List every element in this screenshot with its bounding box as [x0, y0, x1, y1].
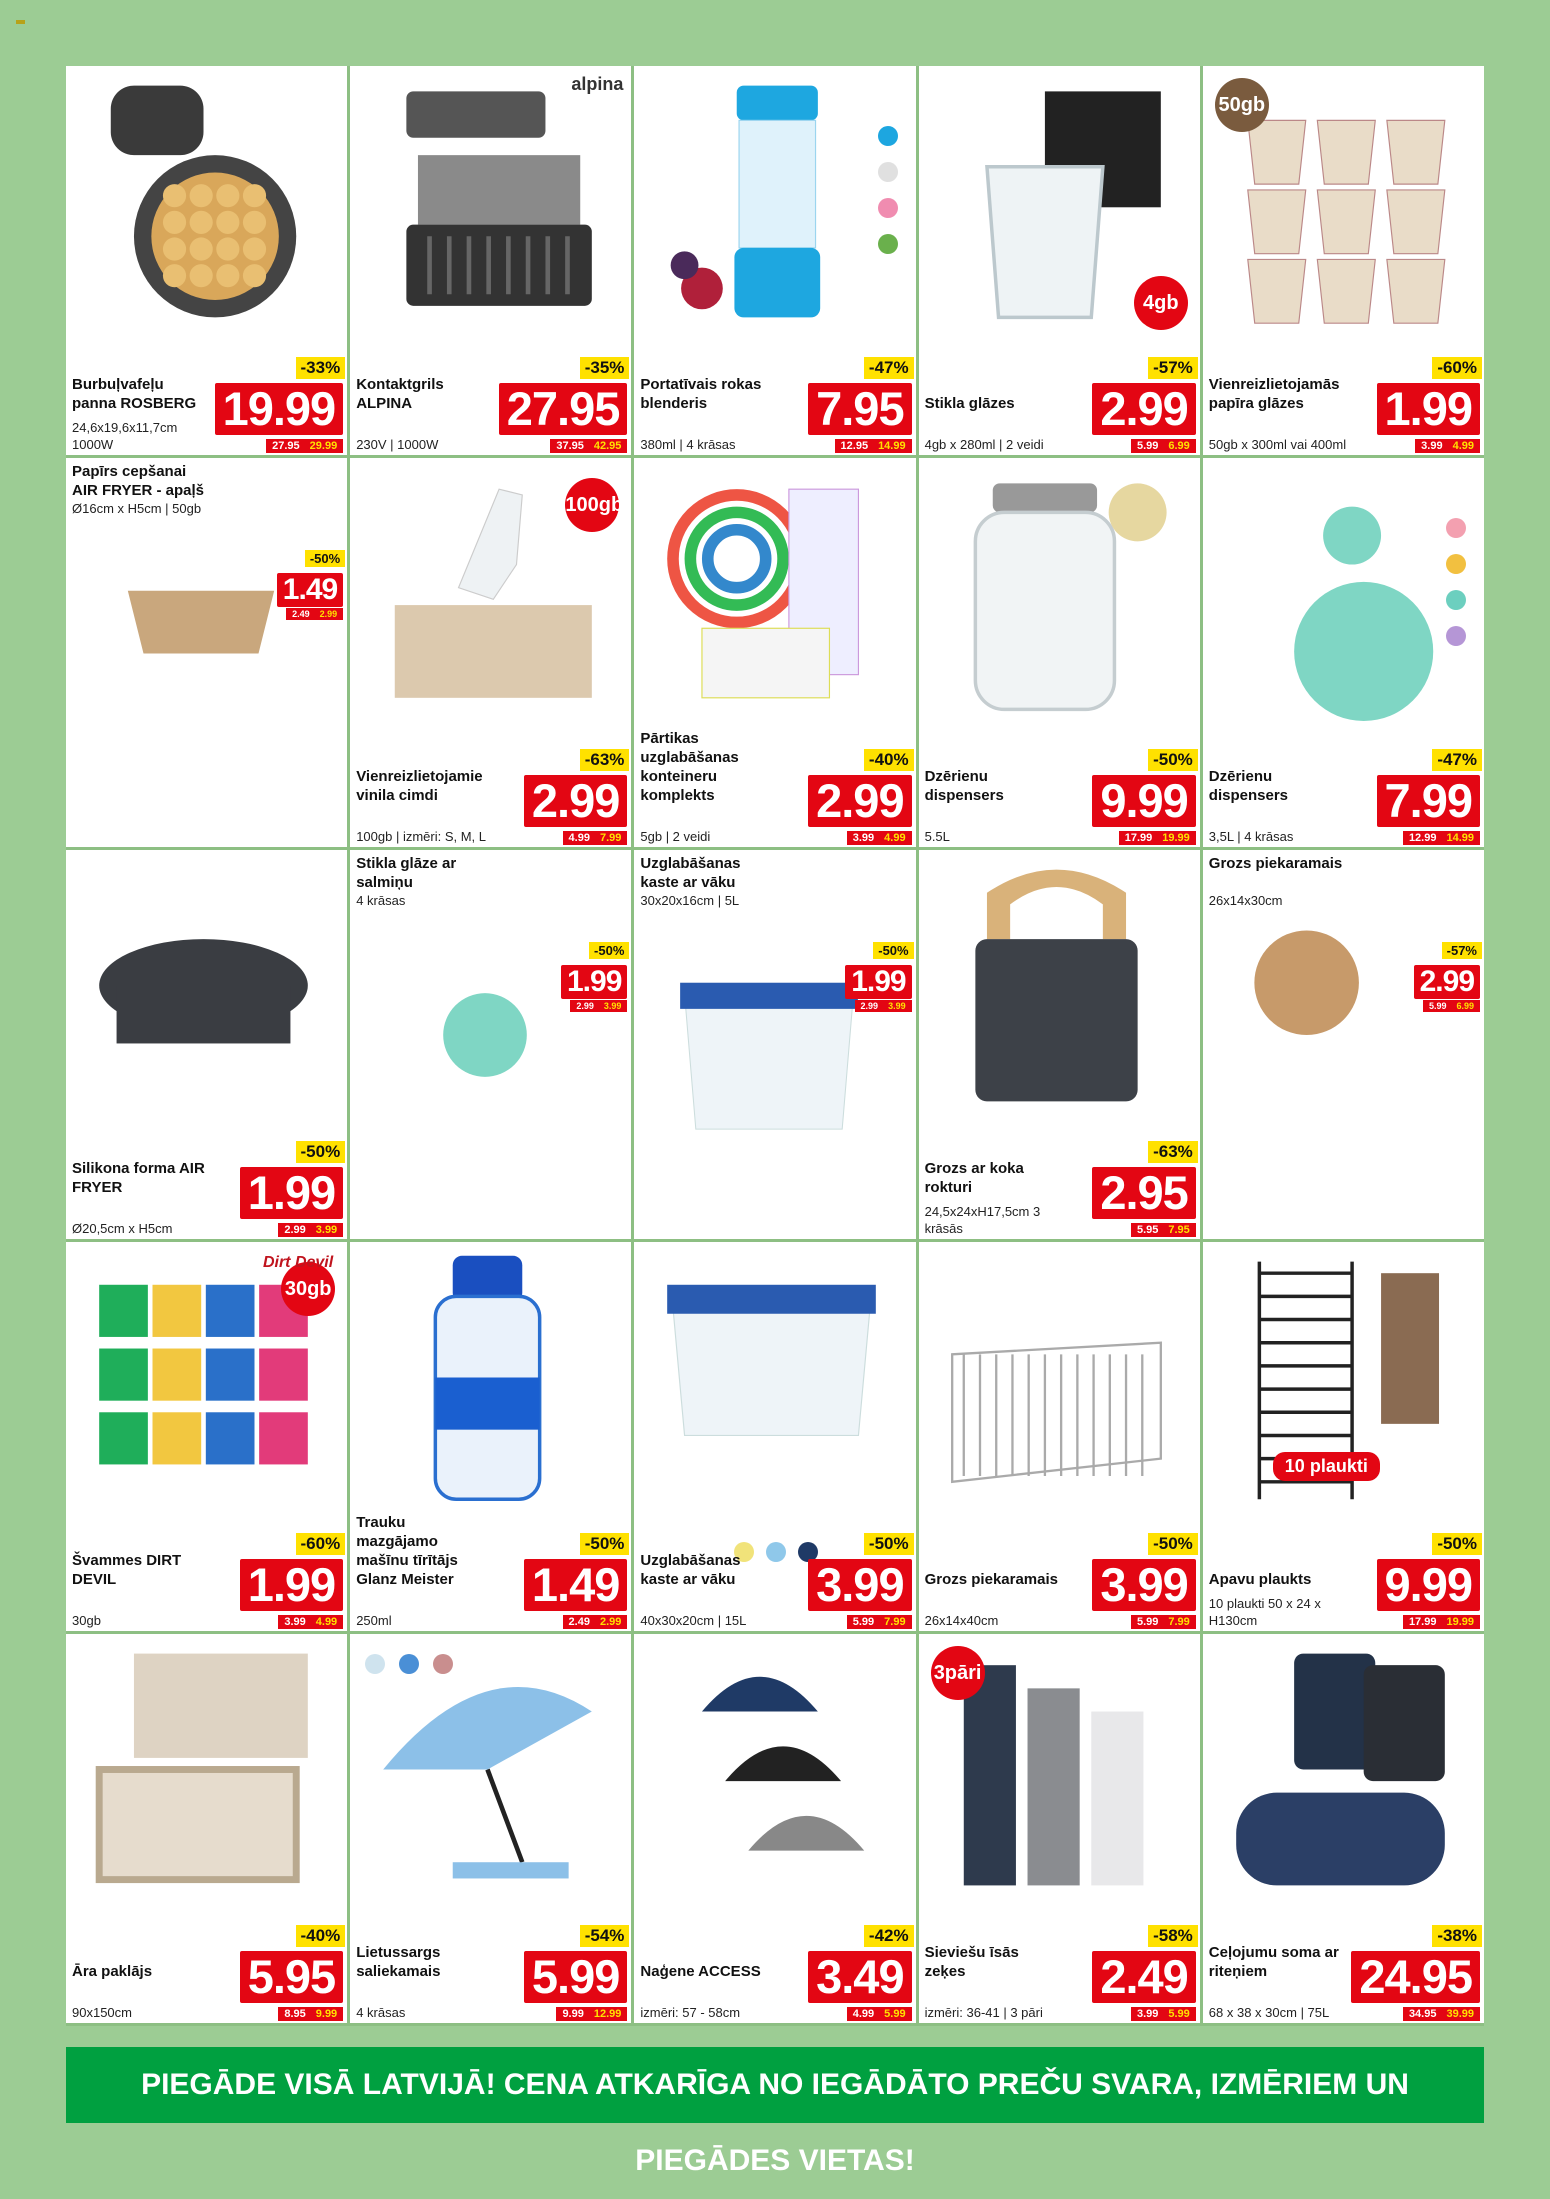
color-option [878, 126, 898, 146]
silicone-mold-icon [76, 858, 331, 1113]
price-tag: 2.99 [1414, 965, 1480, 999]
old-price-2: 19.99 [1446, 1616, 1474, 1628]
product-name: Pārtikas uzglabāšanas konteineru komplekts [640, 730, 739, 804]
product-card[interactable] [919, 850, 1200, 1239]
price-tag: 1.49 [277, 573, 343, 607]
color-option [878, 162, 898, 182]
product-name: Grozs piekaramais [1208, 855, 1343, 872]
old-prices [847, 831, 912, 845]
product-name: Silikona forma AIR FRYER [72, 1160, 205, 1196]
old-price-2: 2.99 [599, 1616, 622, 1628]
price-tag: 27.95 [499, 383, 628, 435]
product-card[interactable] [634, 850, 915, 1239]
dishwasher-cleaner-icon [360, 1250, 615, 1505]
old-prices [1403, 831, 1480, 845]
storage-box-small-icon [654, 920, 884, 1150]
product-details: 24,5x24xH17,5cm 3 krāsās [924, 1204, 1041, 1236]
price-tag: 3.49 [808, 1951, 911, 2003]
old-price-1: 8.95 [284, 2008, 306, 2020]
product-card[interactable] [634, 1242, 915, 1631]
portable-blender-icon [644, 74, 899, 329]
price-tag: 9.99 [1377, 1559, 1480, 1611]
old-prices [570, 1000, 627, 1012]
product-details: 26x14x30cm [1208, 893, 1283, 908]
old-price-2: 12.99 [593, 2008, 622, 2020]
product-name: Trauku mazgājamo mašīnu tīrītājs Glanz Meister [356, 1514, 458, 1588]
product-card[interactable] [634, 458, 915, 847]
discount-badge: -40% [864, 749, 914, 771]
color-option [1446, 626, 1466, 646]
contact-grill-icon [360, 74, 615, 329]
quantity-badge: 4gb [1134, 276, 1188, 330]
drink-dispenser-icon [929, 466, 1184, 721]
product-card[interactable] [1203, 850, 1484, 1239]
product-name: Āra paklājs [72, 1963, 153, 1980]
discount-badge: -54% [580, 1925, 630, 1947]
price-tag: 1.99 [561, 965, 627, 999]
old-price-1: 3.99 [852, 832, 875, 844]
product-card[interactable] [350, 458, 631, 847]
old-prices [556, 2007, 627, 2021]
discount-badge: -50% [305, 550, 345, 567]
price-tag: 5.99 [524, 1951, 627, 2003]
discount-badge: -38% [1432, 1925, 1482, 1947]
product-name: Stikla glāzes [924, 395, 1015, 412]
price-tag: 1.99 [845, 965, 911, 999]
old-prices [278, 1615, 343, 1629]
old-price-1: 34.95 [1408, 2008, 1437, 2020]
price-tag: 7.95 [808, 383, 911, 435]
old-prices [1131, 2007, 1196, 2021]
discount-badge: -40% [296, 1925, 346, 1947]
old-prices [835, 439, 912, 453]
product-details: 90x150cm [72, 2005, 132, 2020]
old-price-1: 4.99 [568, 832, 590, 844]
product-details: 4 krāsas [356, 893, 406, 908]
old-price-2: 7.99 [599, 832, 622, 844]
product-name: Dzērienu dispensers [1208, 768, 1289, 804]
outdoor-rug-icon [76, 1642, 331, 1897]
old-price-2: 19.99 [1162, 832, 1190, 844]
product-details: 40x30x20cm | 15L [640, 1613, 747, 1628]
price-tag: 1.99 [1377, 383, 1480, 435]
old-price-1: 3.99 [284, 1616, 306, 1628]
price-tag: 19.99 [215, 383, 344, 435]
baseball-caps-icon [644, 1642, 899, 1897]
color-option [878, 198, 898, 218]
discount-badge: -58% [1148, 1925, 1198, 1947]
old-prices [278, 2007, 343, 2021]
product-details: 100gb | izmēri: S, M, L [356, 829, 487, 844]
storage-box-icon [644, 1250, 899, 1505]
umbrella-icon [360, 1642, 615, 1897]
discount-badge: -50% [873, 942, 913, 959]
price-tag: 2.95 [1092, 1167, 1195, 1219]
old-prices [278, 1223, 343, 1237]
old-price-2: 4.99 [315, 1616, 338, 1628]
old-prices [286, 608, 343, 620]
product-card[interactable] [350, 850, 631, 1239]
old-price-2: 6.99 [1456, 1001, 1474, 1011]
old-prices [1119, 831, 1196, 845]
old-price-2: 29.99 [309, 440, 338, 452]
product-card[interactable] [350, 66, 631, 455]
old-price-2: 6.99 [1168, 440, 1190, 452]
price-tag: 3.99 [1092, 1559, 1195, 1611]
brand-logo: alpina [571, 74, 624, 94]
old-price-2: 42.95 [593, 440, 622, 452]
old-price-1: 27.95 [272, 440, 300, 452]
product-name: Uzglabāšanas kaste ar vāku [640, 855, 741, 891]
price-tag: 1.99 [240, 1559, 343, 1611]
discount-badge: -63% [580, 749, 630, 771]
product-name: Sieviešu īsās zeķes [924, 1944, 1019, 1980]
product-details: 250ml [356, 1613, 392, 1628]
price-tag: 2.49 [1092, 1951, 1195, 2003]
brand-logo: Dirt Devil [262, 1254, 334, 1271]
old-price-2: 3.99 [603, 1001, 622, 1011]
old-prices [1423, 1000, 1480, 1012]
price-tag: 24.95 [1351, 1951, 1480, 2003]
quantity-badge: 100gb [565, 478, 619, 532]
quantity-badge: 10 plaukti [1273, 1452, 1380, 1481]
product-details: 24,6x19,6x11,7cm 1000W [72, 420, 178, 452]
old-prices [855, 1000, 912, 1012]
waffle-maker-icon [76, 74, 331, 329]
old-price-2: 3.99 [315, 1224, 338, 1236]
product-grid [66, 66, 1484, 2026]
old-price-1: 37.95 [556, 440, 584, 452]
old-price-2: 14.99 [1446, 832, 1474, 844]
quantity-badge: 30gb [281, 1262, 335, 1316]
product-details: Ø16cm x H5cm | 50gb [72, 501, 202, 516]
product-details: 5gb | 2 veidi [640, 829, 711, 844]
old-price-1: 17.99 [1124, 832, 1153, 844]
product-card[interactable] [66, 1242, 347, 1631]
discount-badge: -50% [296, 1141, 346, 1163]
product-details: 4 krāsas [356, 2005, 406, 2020]
old-price-1: 2.99 [284, 1224, 306, 1236]
price-tag: 7.99 [1377, 775, 1480, 827]
product-details: 380ml | 4 krāsas [640, 437, 736, 452]
color-option [1446, 554, 1466, 574]
product-details: izmēri: 36-41 | 3 pāri [924, 2005, 1043, 2020]
product-card[interactable] [350, 1242, 631, 1631]
old-prices [1403, 2007, 1480, 2021]
old-price-1: 12.99 [1408, 832, 1437, 844]
hanging-basket-small-icon [1223, 920, 1453, 1150]
old-prices [266, 439, 343, 453]
old-price-1: 9.99 [562, 2008, 584, 2020]
old-price-2: 3.99 [888, 1001, 906, 1011]
product-card[interactable] [919, 1242, 1200, 1631]
product-card[interactable] [66, 1634, 347, 2023]
product-name: Uzglabāšanas kaste ar vāku [640, 1552, 741, 1588]
product-card[interactable] [1203, 1634, 1484, 2023]
color-option [1446, 590, 1466, 610]
corner-mark [16, 20, 25, 24]
old-price-1: 2.49 [568, 1616, 590, 1628]
old-price-2: 9.99 [315, 2008, 338, 2020]
old-price-2: 7.99 [1168, 1616, 1190, 1628]
baking-paper-icon [86, 528, 316, 758]
product-name: Ceļojumu soma ar riteņiem [1208, 1944, 1339, 1980]
price-tag: 2.99 [1092, 383, 1195, 435]
product-details: izmēri: 57 - 58cm [640, 2005, 741, 2020]
color-option [878, 234, 898, 254]
product-card[interactable] [1203, 1242, 1484, 1631]
food-containers-icon [644, 466, 899, 721]
old-prices [1131, 439, 1196, 453]
product-details: 68 x 38 x 30cm | 75L [1208, 2005, 1330, 2020]
product-details: Ø20,5cm x H5cm [72, 1221, 173, 1236]
price-tag: 3.99 [808, 1559, 911, 1611]
old-price-2: 4.99 [1452, 440, 1474, 452]
product-card[interactable] [634, 66, 915, 455]
product-name: Papīrs cepšanai AIR FRYER - apaļš [72, 463, 204, 499]
product-name: Vienreizlietojamie vinila cimdi [356, 768, 483, 804]
old-price-1: 17.99 [1408, 1616, 1437, 1628]
old-price-1: 3.99 [1421, 440, 1443, 452]
product-card[interactable] [1203, 458, 1484, 847]
price-tag: 2.99 [524, 775, 627, 827]
product-card[interactable] [634, 1634, 915, 2023]
price-tag: 1.49 [524, 1559, 627, 1611]
discount-badge: -60% [296, 1533, 346, 1555]
discount-badge: -47% [1432, 749, 1482, 771]
product-details: 4gb x 280ml | 2 veidi [924, 437, 1044, 452]
discount-badge: -50% [580, 1533, 630, 1555]
old-prices [563, 831, 628, 845]
product-name: Portatīvais rokas blenderis [640, 376, 762, 412]
product-name: Grozs piekaramais [924, 1571, 1058, 1588]
discount-badge: -60% [1432, 357, 1482, 379]
price-tag: 1.99 [240, 1167, 343, 1219]
product-name: Švammes DIRT DEVIL [72, 1552, 182, 1588]
product-name: Apavu plaukts [1208, 1571, 1312, 1588]
old-prices [550, 439, 627, 453]
old-price-1: 4.99 [852, 2008, 875, 2020]
old-price-1: 12.95 [840, 440, 869, 452]
basket-icon [929, 858, 1184, 1113]
product-card[interactable] [66, 458, 347, 847]
product-name: Lietussargs saliekamais [356, 1944, 441, 1980]
discount-badge: -35% [580, 357, 630, 379]
old-prices [1415, 439, 1480, 453]
color-option [1446, 518, 1466, 538]
product-name: Vienreizlietojamās papīra glāzes [1208, 376, 1340, 412]
travel-bag-icon [1213, 1642, 1468, 1897]
product-card[interactable] [919, 1634, 1200, 2023]
product-details: 10 plaukti 50 x 24 x H130cm [1208, 1596, 1321, 1628]
product-card[interactable] [1203, 66, 1484, 455]
wire-basket-icon [929, 1250, 1184, 1505]
product-details: 230V | 1000W [356, 437, 439, 452]
old-price-1: 3.99 [1136, 2008, 1159, 2020]
price-tag: 2.99 [808, 775, 911, 827]
product-details: 30gb [72, 1613, 101, 1628]
old-price-1: 5.99 [852, 1616, 875, 1628]
old-price-2: 5.99 [884, 2008, 906, 2020]
old-prices [847, 2007, 912, 2021]
price-tag: 9.99 [1092, 775, 1195, 827]
old-price-1: 5.99 [1428, 1001, 1447, 1011]
discount-badge: -57% [1442, 942, 1482, 959]
old-price-1: 5.99 [1136, 440, 1159, 452]
product-name: Kontaktgrils ALPINA [356, 376, 444, 412]
old-price-2: 7.95 [1168, 1224, 1190, 1236]
product-name: Grozs ar koka rokturi [924, 1160, 1024, 1196]
discount-badge: -50% [1432, 1533, 1482, 1555]
quantity-badge: 50gb [1215, 78, 1269, 132]
old-price-2: 2.99 [319, 609, 338, 619]
old-price-1: 5.95 [1136, 1224, 1159, 1236]
discount-badge: -57% [1148, 357, 1198, 379]
old-price-2: 4.99 [884, 832, 906, 844]
old-price-1: 2.99 [860, 1001, 879, 1011]
product-details: 50gb x 300ml vai 400ml [1208, 437, 1347, 452]
discount-badge: -50% [589, 942, 629, 959]
delivery-footer: PIEGĀDE VISĀ LATVIJĀ! CENA ATKARĪGA NO IEGĀDĀTO PREČU SVARA, IZMĒRIEM UN PIEGĀDES VIETAS! [66, 2047, 1484, 2123]
old-prices [563, 1615, 628, 1629]
discount-badge: -50% [1148, 749, 1198, 771]
product-details: 30x20x16cm | 5L [640, 893, 740, 908]
old-price-1: 2.99 [576, 1001, 594, 1011]
product-details: 3,5L | 4 krāsas [1208, 829, 1294, 844]
discount-badge: -42% [864, 1925, 914, 1947]
product-card[interactable] [66, 66, 347, 455]
product-card[interactable] [919, 458, 1200, 847]
discount-badge: -50% [1148, 1533, 1198, 1555]
old-prices [847, 1615, 912, 1629]
old-price-1: 5.99 [1136, 1616, 1159, 1628]
old-price-2: 7.99 [884, 1616, 906, 1628]
product-name: Stikla glāze ar salmiņu [356, 855, 457, 891]
product-name: Dzērienu dispensers [924, 768, 1004, 804]
discount-badge: -33% [296, 357, 346, 379]
product-card[interactable] [919, 66, 1200, 455]
product-details: 5.5L [924, 829, 950, 844]
price-tag: 5.95 [240, 1951, 343, 2003]
product-name: Burbuļvafeļu panna ROSBERG [72, 376, 197, 412]
product-card[interactable] [350, 1634, 631, 2023]
mason-glass-icon [370, 920, 600, 1150]
old-prices [1131, 1223, 1196, 1237]
old-price-1: 2.49 [292, 609, 310, 619]
old-price-2: 5.99 [1168, 2008, 1190, 2020]
discount-badge: -63% [1148, 1141, 1198, 1163]
product-name: Naģene ACCESS [640, 1963, 761, 1980]
flower-dispenser-icon [1213, 466, 1468, 721]
old-prices [1131, 1615, 1196, 1629]
old-prices [1403, 1615, 1480, 1629]
quantity-badge: 3pāri [931, 1646, 985, 1700]
old-price-2: 14.99 [878, 440, 906, 452]
discount-badge: -47% [864, 357, 914, 379]
old-price-2: 39.99 [1446, 2008, 1474, 2020]
product-card[interactable] [66, 850, 347, 1239]
discount-badge: -50% [864, 1533, 914, 1555]
product-details: 26x14x40cm [924, 1613, 999, 1628]
